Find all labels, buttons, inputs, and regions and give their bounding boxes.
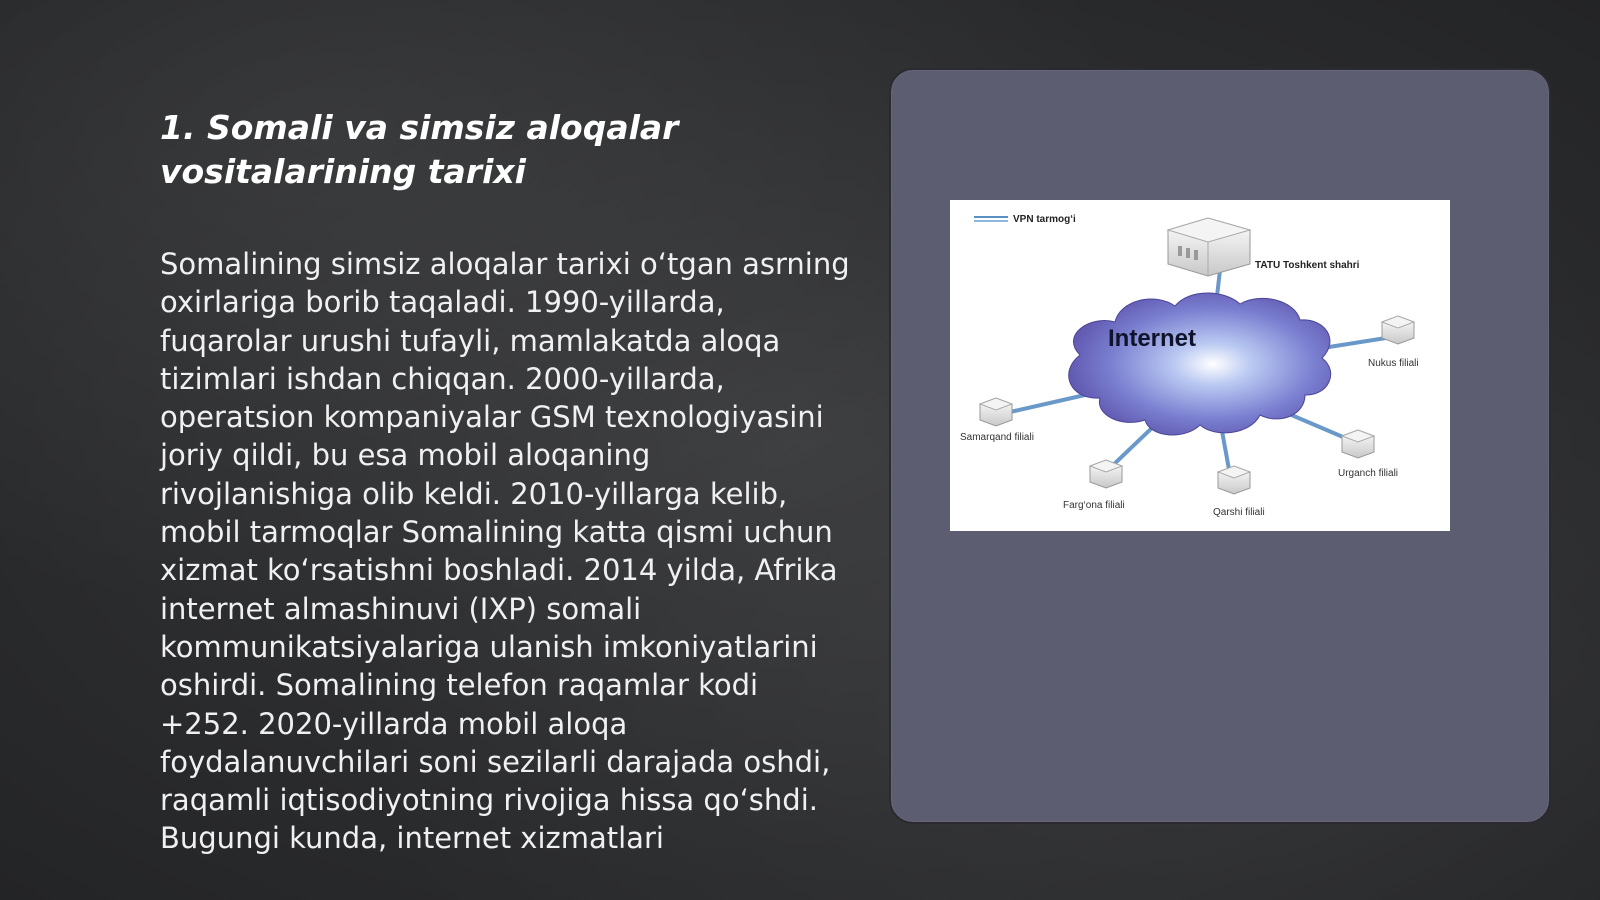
qarshi-building-icon [1218,466,1250,494]
samarqand-building-icon [980,398,1012,426]
fargona-building-icon [1090,460,1122,488]
network-diagram [950,200,1450,531]
hq-building-icon [1168,218,1250,276]
nukus-building-icon [1382,316,1414,344]
node-label-nukus: Nukus filiali [1368,358,1419,369]
node-label-samarqand: Samarqand filiali [960,432,1034,443]
internet-cloud [1069,293,1331,435]
node-label-fargona: Farg‘ona filiali [1063,500,1125,511]
slide-title: 1. Somali va simsiz aloqalar vositalarining tarixi [160,108,679,191]
slide-body-text: Somalining simsiz aloqalar tarixi o‘tgan asrning oxirlariga borib taqaladi. 1990-yillarda, fuqarolar urushi tufayli, mamlakatda aloqa tizimlari ishdan chiqqan. 2000-yillarda, operatsion kompaniyalar GSM texnologiyasini joriy qildi, bu esa mobil aloqaning rivojlanishiga olib keldi. 2010-yillarga kelib, mobil tarmoqlar Somalining katta qismi uchun xizmat ko‘rsatishni boshladi. 2014 yilda, Afrika internet almashinuvi (IXP) somali kommunikatsiyalariga ulanish imkoniyatlarini oshirdi. Somalining telefon raqamlar kodi +252. 2020-yillarda mobil aloqa foydalanuvchilari soni sezilarli darajada oshdi, raqamli iqtisodiyotning rivojiga hissa qo‘shdi. Bugungi kunda, internet xizmatlari [160,247,850,856]
node-label-hq: TATU Toshkent shahri [1255,260,1360,271]
legend-label: VPN tarmog‘i [1013,214,1076,225]
internet-label: Internet [1108,325,1197,352]
node-label-qarshi: Qarshi filiali [1213,507,1265,518]
legend [974,214,1076,225]
node-label-urganch: Urganch filiali [1338,468,1399,479]
urganch-building-icon [1342,430,1374,458]
